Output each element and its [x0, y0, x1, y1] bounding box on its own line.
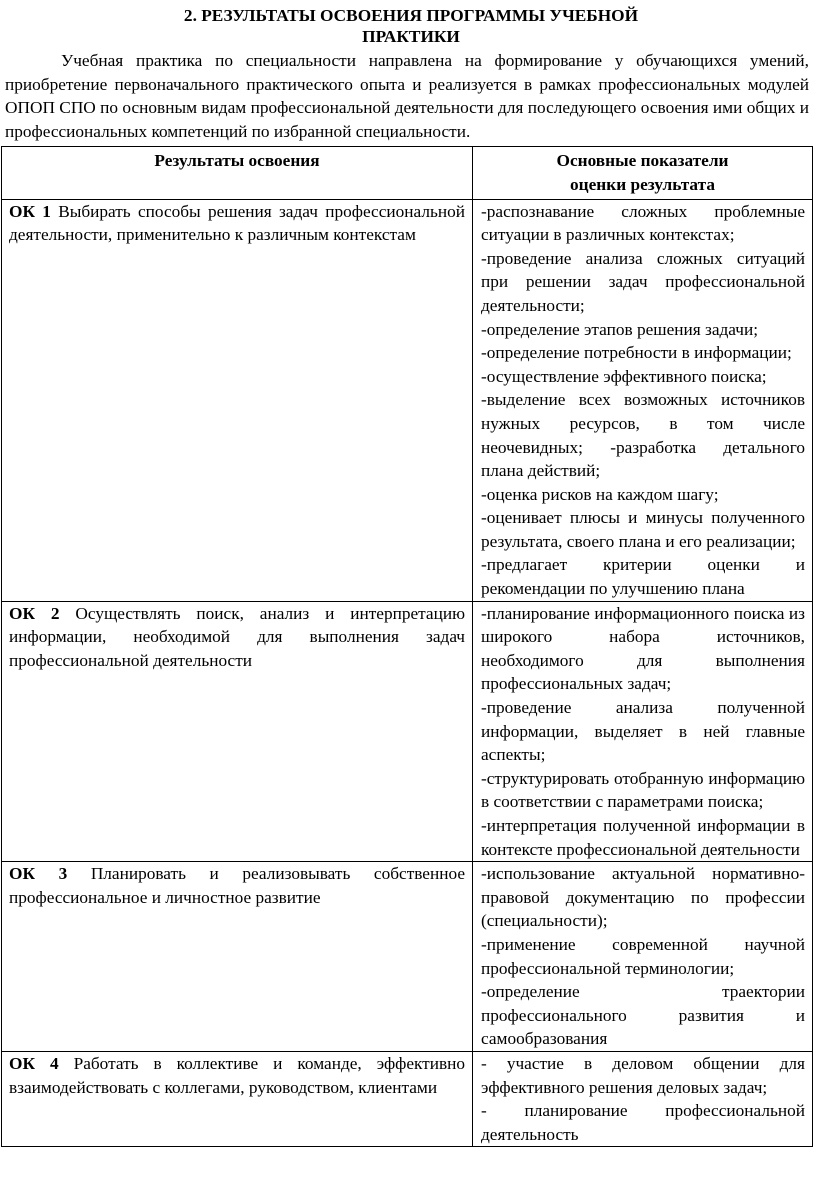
competency-code: ОК 3 — [9, 864, 68, 884]
competency-code: ОК 4 — [9, 1053, 59, 1073]
section-heading — [1, 6, 813, 47]
table-row — [2, 862, 813, 1052]
table-header-row — [2, 147, 813, 199]
competency-cell — [2, 199, 473, 601]
indicator-item: -осуществление эффективного поиска; — [481, 366, 767, 386]
competency-cell — [2, 1051, 473, 1146]
indicator-item: -интерпретация полученной информации в контексте профессиональной деятельности — [481, 816, 805, 859]
indicator-item: -предлагает критерии оценки и рекомендации по улучшению плана — [481, 555, 805, 599]
intro-paragraph: Учебная практика по специальности направлена на формирование у обучающихся умений, приобретение первоначального практического опыта и реализуется в рамках профессиональных модулей ОПОП СПО по основным видам профессиональной деятельности для последующего освоения ими общих и профессиональных компетенций по избранной специальности. — [5, 51, 809, 141]
table-body — [2, 199, 813, 1147]
competency-code: ОК 2 — [9, 603, 60, 623]
table-row — [2, 601, 813, 862]
competency-text: Осуществлять поиск, анализ и интерпретацию информации, необходимой для выполнения задач профессиональной деятельности — [9, 603, 466, 670]
header-results-label: Результаты освоения — [154, 151, 320, 171]
indicators-cell — [473, 862, 813, 1052]
indicator-item: -оценка рисков на каждом шагу; — [481, 484, 719, 504]
indicator-item: -оценивает плюсы и минусы полученного результата, своего плана и его реализации; — [481, 508, 805, 551]
indicator-item: -структурировать отобранную информацию в соответствии с параметрами поиска; — [481, 768, 805, 812]
table-row — [2, 199, 813, 601]
competency-cell — [2, 601, 473, 862]
competency-code: ОК 1 — [9, 201, 51, 221]
competency-cell — [2, 862, 473, 1052]
header-indicators-line-1: Основные показатели — [556, 151, 729, 171]
header-indicators-line-2: оценки результата — [570, 174, 715, 194]
indicator-item: -проведение анализа сложных ситуаций при решении задач профессиональной деятельности; — [481, 248, 805, 315]
indicator-item: -использование актуальной нормативно-правовой документацию по профессии (специальности); — [481, 864, 805, 931]
indicator-item: -проведение анализа полученной информации, выделяет в ней главные аспекты; — [481, 698, 805, 765]
results-table — [1, 146, 813, 1147]
indicator-item: -выделение всех возможных источников нужных ресурсов, в том числе неочевидных; -разработка детального плана действий; — [481, 390, 805, 481]
indicator-item: -распознавание сложных проблемные ситуации в различных контекстах; — [481, 201, 805, 245]
table-row — [2, 1051, 813, 1146]
indicators-cell — [473, 601, 813, 862]
indicator-item: -применение современной научной профессиональной терминологии; — [481, 934, 805, 978]
header-indicators — [473, 147, 813, 199]
indicators-cell — [473, 1051, 813, 1146]
indicator-item: -определение потребности в информации; — [481, 343, 792, 363]
section-heading-line-1: 2. РЕЗУЛЬТАТЫ ОСВОЕНИЯ ПРОГРАММЫ УЧЕБНОЙ — [183, 6, 639, 25]
header-results — [2, 147, 473, 199]
indicator-item: -определение траектории профессионального развития и самообразования — [481, 982, 805, 1049]
competency-text: Работать в коллективе и команде, эффективно взаимодействовать с коллегами, руководством, клиентами — [9, 1053, 466, 1097]
indicator-item: - планирование профессиональной деятельность — [481, 1101, 805, 1144]
competency-text: Планировать и реализовывать собственное профессиональное и личностное развитие — [9, 864, 465, 907]
indicator-item: - участие в деловом общении для эффективного решения деловых задач; — [481, 1053, 805, 1097]
indicator-item: -планирование информационного поиска из широкого набора источников, необходимого для выполнения профессиональных задач; — [481, 603, 805, 694]
competency-text: Выбирать способы решения задач профессиональной деятельности, применительно к различным контекстам — [9, 201, 465, 245]
section-heading-line-2: ПРАКТИКИ — [362, 26, 460, 46]
indicator-item: -определение этапов решения задачи; — [481, 319, 759, 339]
indicators-cell — [473, 199, 813, 601]
